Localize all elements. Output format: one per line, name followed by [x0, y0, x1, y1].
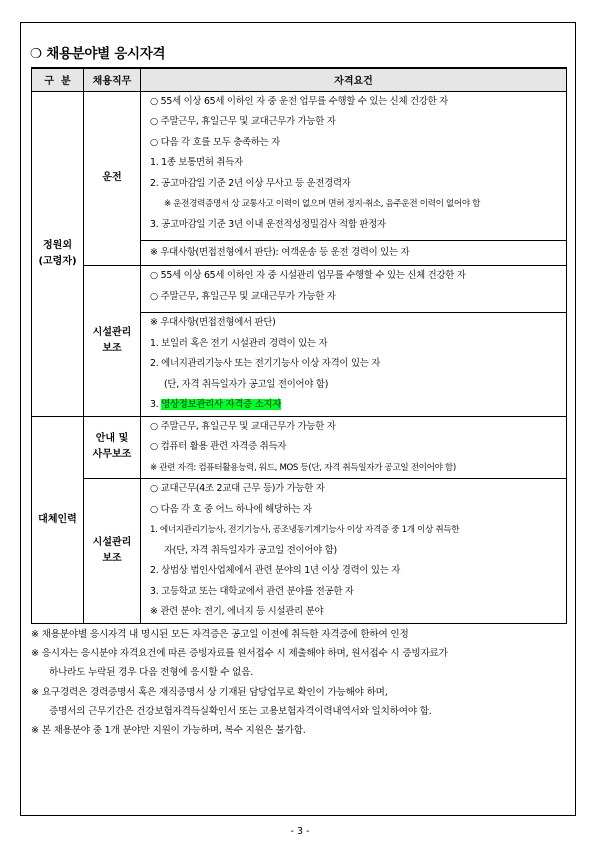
table-row: [32, 416, 567, 479]
preference-line: 1. 보일러 혹은 전기 시설관리 경력이 있는 자: [150, 337, 328, 349]
preference-line: [141, 395, 566, 416]
notes-section: [31, 625, 567, 740]
page-number: - 3 -: [290, 826, 310, 837]
requirements-cell: [141, 91, 567, 266]
requirement-line: 2. 공고마감일 기준 2년 이상 무사고 등 운전경력자: [150, 177, 351, 189]
category-cell: 대체인력: [32, 416, 84, 623]
preference-line: 2. 에너지관리기능사 또는 전기기능사 이상 자격이 있는 자: [150, 358, 381, 369]
requirement-line: 1. 에너지관리기능사, 전기기능사, 공조냉동기계기능사 이상 자격증 중 1개 이상 취득한: [150, 525, 460, 535]
preference-number: 3.: [150, 399, 162, 410]
note-line: 증명서의 근무기간은 건강보험자격득실확인서 또는 고용보험자격이력내역서와 일치하여야 함.: [49, 705, 432, 717]
job-cell: 안내 및 사무보조: [84, 416, 141, 479]
requirements-cell: [141, 266, 567, 417]
requirement-line: ○ 컴퓨터 활용 관련 자격증 취득자: [150, 441, 287, 452]
note-line: 하나라도 누락된 경우 다음 전형에 응시할 수 없음.: [49, 667, 254, 679]
job-cell: 시설관리 보조: [84, 479, 141, 624]
note-line: ※ 요구경력은 경력증명서 혹은 재직증명서 상 기재된 담당업무로 확인이 가능해야 하며,: [31, 686, 388, 698]
qualification-table: [31, 67, 567, 624]
requirement-note: ※ 운전경력증명서 상 교통사고 이력이 없으며 면허 정지·취소, 음주운전 이력이 없어야 함: [164, 199, 481, 209]
preference-line: ※ 우대사항(면접전형에서 판단): 여객운송 등 운전 경력이 있는 자: [150, 247, 410, 258]
requirement-line: 2. 상법상 법인사업체에서 관련 분야의 1년 이상 경력이 있는 자: [150, 565, 401, 576]
requirement-line: ○ 주말근무, 휴일근무 및 교대근무가 가능한 자: [150, 290, 336, 302]
requirement-line: ○ 다음 각 호를 모두 충족하는 자: [150, 136, 280, 148]
table-header-row: [32, 68, 567, 91]
header-category: 구 분: [32, 68, 84, 91]
category-cell: 정원외 (고령자): [32, 91, 84, 416]
requirement-line: ○ 55세 이상 65세 이하인 자 중 운전 업무를 수행할 수 있는 신체 건강한 자: [150, 95, 448, 107]
preference-line: (단, 자격 취득일자가 공고일 전이어야 함): [164, 378, 329, 390]
requirement-line: ○ 55세 이상 65세 이하인 자 중 시설관리 업무를 수행할 수 있는 신체 건강한 자: [150, 270, 466, 281]
requirements-cell: [141, 479, 567, 624]
job-cell: 시설관리 보조: [84, 266, 141, 417]
preference-line: ※ 우대사항(면접전형에서 판단): [150, 317, 276, 328]
highlighted-qualification: 영상정보관리사 자격증 소지자: [161, 399, 282, 410]
note-line: ※ 응시자는 응시분야 자격요건에 따른 증빙자료를 원서접수 시 제출해야 하며, 원서접수 시 증빙자료가: [31, 648, 448, 660]
table-row: [32, 91, 567, 266]
requirement-note: ※ 관련 자격: 컴퓨터활용능력, 워드, MOS 등(단, 자격 취득일자가 공고일 전이어야 함): [150, 462, 456, 473]
job-cell: 운전: [84, 91, 141, 266]
section-title: ❍ 채용분야별 응시자격: [30, 46, 166, 62]
table-row: [32, 266, 567, 417]
requirement-line: ○ 교대근무(4조 2교대 근무 등)가 가능한 자: [150, 483, 325, 494]
requirement-note: ※ 관련 분야: 전기, 에너지 등 시설관리 분야: [150, 606, 324, 617]
note-line: ※ 채용분야별 응시자격 내 명시된 모든 자격증은 공고일 이전에 취득한 자격증에 한하여 인정: [31, 629, 409, 640]
requirement-line: 1. 1종 보통면허 취득자: [150, 157, 243, 168]
requirements-cell: [141, 416, 567, 479]
note-line: ※ 본 채용분야 중 1개 분야만 지원이 가능하며, 복수 지원은 불가함.: [31, 725, 306, 737]
requirement-line: ○ 주말근무, 휴일근무 및 교대근무가 가능한 자: [150, 420, 336, 432]
requirement-line: 3. 고등학교 또는 대학교에서 관련 분야를 전공한 자: [150, 585, 354, 597]
requirement-line: 3. 공고마감일 기준 3년 이내 운전적성정밀검사 적합 판정자: [150, 218, 386, 230]
header-requirements: 자격요건: [141, 68, 567, 91]
header-job: 채용직무: [84, 68, 141, 91]
table-row: [32, 479, 567, 624]
requirement-line: ○ 다음 각 호 중 어느 하나에 해당하는 자: [150, 503, 312, 515]
requirement-line: ○ 주말근무, 휴일근무 및 교대근무가 가능한 자: [150, 116, 336, 127]
requirement-line: 자(단, 자격 취득일자가 공고일 전이어야 함): [164, 544, 337, 556]
